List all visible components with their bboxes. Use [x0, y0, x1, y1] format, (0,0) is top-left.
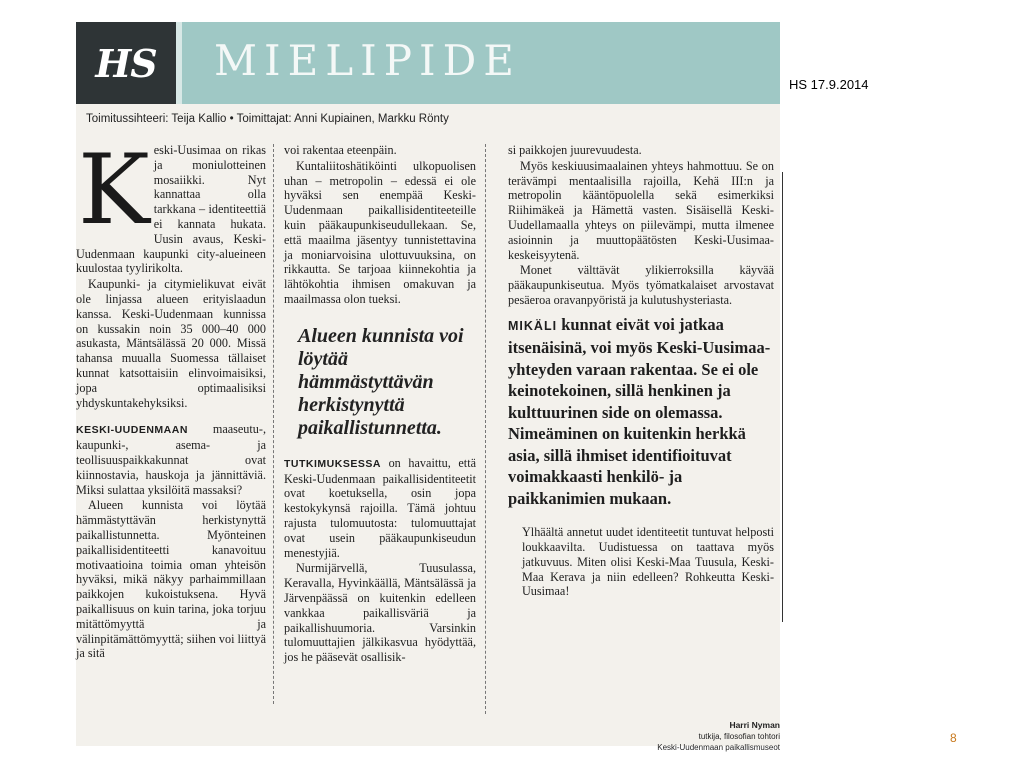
paragraph-text: kunnat eivät voi jatkaa itsenäisinä, voi myös Keski-Uusimaa-yhteyden varaan rakentaa. Se ei ole keinotekoinen, sillä henkinen ja kulttuurinen side on olemassa. Nimeäminen on kuitenkin herkkä asia, sillä ihmiset identifioituvat voimakkaasti henkilö- ja paikkanimien mukaan.: [508, 314, 771, 508]
author-affiliation: Keski-Uudenmaan paikallismuseot: [657, 743, 780, 752]
paragraph: si paikkojen juurevuudesta.: [508, 143, 642, 157]
paragraph: voi rakentaa eteenpäin.: [284, 143, 397, 157]
paragraph: Myös keskiuusimaalainen yhteys hahmottuu. Se on terävämpi mentaalisilla rajoilla, Kehä III:n ja metropolin kääntöpuolella sekä esimerkiksi Riihimäkeä ja Hämettä vasten. Sisäisellä Keski-Uudellamaalla yhteys on piilevämpi, mutta ilmenee asioinnin ja muuttopäätösten Keski-Uusimaa-keskeisyytenä.: [508, 158, 774, 262]
paragraph: Alueen kunnista voi löytää hämmästyttävän herkistynyttä paikallistunnetta. Myönteinen paikallisidentiteetti kanavoituu motivaatioina toimia oman yhteisön hyväksi, mikä näkyy parhaimmillaan paikkojen kukoistuksena. Hyvä paikallisuus on kuin tarina, joka torjuu mitättömyyttä ja välinpitämättömyyttä; siihen voi liittyä ja sitä: [76, 498, 266, 661]
highlighted-paragraph: [508, 314, 774, 510]
page-number: 8: [950, 731, 957, 745]
paragraph-text: maaseutu-, kaupunki-, asema- ja teollisuuspaikkakunnat ovat kiinnostavia, hauskoja ja jännittäviä. Miksi sulattaa yksilöitä massaksi?: [76, 422, 266, 497]
section-banner: [76, 22, 780, 104]
author-name: Harri Nyman: [729, 720, 780, 730]
section-title: MIELIPIDE: [214, 36, 521, 85]
lead-in: KESKI-UUDENMAAN: [76, 424, 188, 437]
author-title: tutkija, filosofian tohtori: [698, 732, 780, 741]
article-column-2: [284, 143, 476, 666]
paragraph-text: on havaittu, että Keski-Uudenmaan paikallisidentiteetit ovat koetuksella, osin jopa kestokykynsä rajoilla. Tämä johtuu rajusta tulomuutosta: tulomuuttajat ovat usein pääkaupunkiseudun menestyjiä.: [284, 455, 476, 560]
drop-cap: K: [78, 134, 150, 246]
paragraph: Monet välttävät ylikierroksilla käyvää pääkaupunkiseutua. Myös työmatkalaiset arvostavat pesäeroa oravanpyöristä ja kulutushysteriasta.: [508, 263, 774, 307]
column-divider: [782, 172, 783, 622]
paragraph: Kuntaliitoshätiköinti ulkopuolisen uhan – metropolin – edessä ei ole hyväksi sen enempää Keski-Uudenmaan paikallisidentiteeteille kuin pääkaupunkiseudullekaan. Se, että maailma jäsentyy tunnistettavina ja moniarvoisina ulottuvuuksina, on rikkautta. Se tarjoaa kiinnekohtia ja lähtökohtia ihmisen omakuvan ja maailmassa olon tueksi.: [284, 158, 476, 306]
slide-date: HS 17.9.2014: [789, 77, 869, 92]
column-divider: [485, 144, 486, 714]
pull-quote: Alueen kunnista voi löytää hämmästyttävän herkistynyttä paikallistunnetta.: [298, 324, 464, 439]
paragraph-text: eski-Uusimaa on rikas ja moniulotteinen mosaiikki. Nyt kannattaa olla tarkkana – identiteettiä ei kannata hukata. Uusin avaus, Keski-Uudenmaan kaupunki city-alueineen kuulostaa tyylirikolta.: [76, 143, 266, 276]
newspaper-clipping: [76, 22, 780, 752]
paragraph: Nurmijärvellä, Tuusulassa, Keravalla, Hyvinkäällä, Mäntsälässä ja Järvenpäässä on kuitenkin edelleen vankkaa paikallisväriä ja paikallishuumoria. Varsinkin tulomuuttajien jälkikasvua hyödyttää, jos he pääsevät osallisik-: [284, 561, 476, 665]
paragraph: [76, 422, 266, 497]
logo-divider: [176, 22, 182, 104]
lead-in: MIKÄLI: [508, 318, 558, 333]
paragraph: Ylhäältä annetut uudet identiteetit tuntuvat helposti loukkaavilta. Uudistuessa on taattava myös jatkuvuus. Miten olisi Keski-Maa Tuusula, Keski-Maa Kerava ja niin edelleen? Rohkeutta Keski-Uusimaa!: [522, 525, 774, 599]
hs-logo: HS: [76, 22, 176, 104]
closing-paragraph: [508, 525, 774, 599]
paragraph: Kaupunki- ja citymielikuvat eivät ole linjassa alueen erityislaadun kanssa. Keski-Uudenmaan kunnissa on kussakin noin 35 000–40 000 asukasta, Mäntsälässä 20 000. Missä tahansa muualla Suomessa tällaiset kunnat katsottaisiin elinvoimaisiksi, jopa optimaalisiksi yhdyskuntakehyksiksi.: [76, 277, 266, 410]
author-byline: [580, 720, 780, 753]
column-divider: [273, 144, 274, 704]
paragraph: [284, 456, 476, 561]
article-column-3: [508, 143, 774, 600]
staff-line: Toimitussihteeri: Teija Kallio • Toimittajat: Anni Kupiainen, Markku Rönty: [86, 113, 449, 125]
article-column-1: [76, 134, 266, 662]
paragraph: [76, 134, 266, 276]
lead-in: TUTKIMUKSESSA: [284, 457, 381, 470]
